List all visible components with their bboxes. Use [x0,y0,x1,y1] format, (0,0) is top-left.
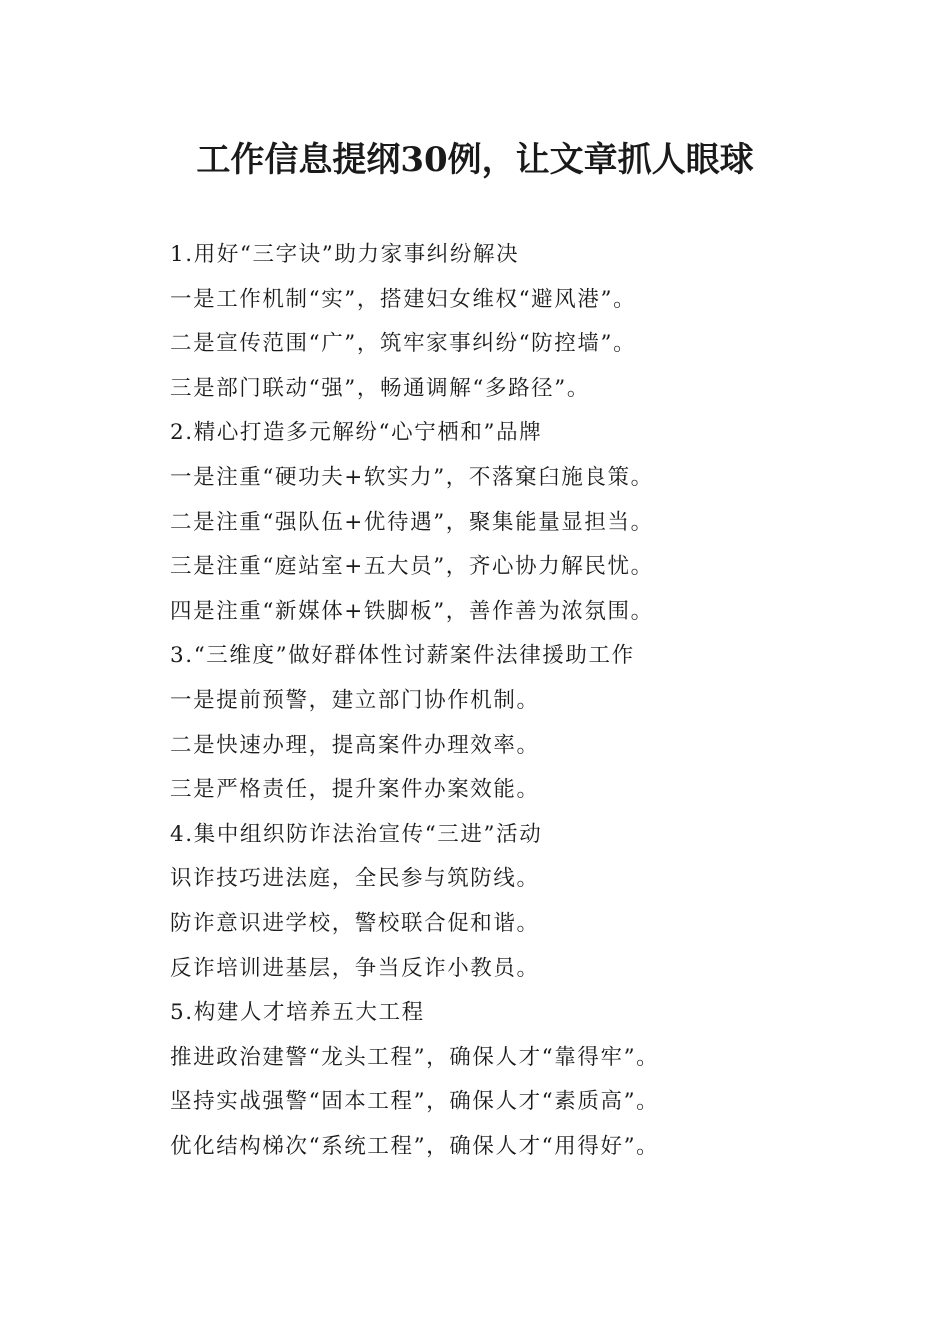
text-line: 三是严格责任，提升案件办案效能。 [170,777,540,803]
text-line: 优化结构梯次“系统工程”，确保人才“用得好”。 [170,1133,660,1159]
section-heading-1: 1.用好“三字诀”助力家事纠纷解决 [170,242,520,267]
text-line: 一是工作机制“实”，搭建妇女维权“避风港”。 [170,286,637,312]
text-line: 二是快速办理，提高案件办理效率。 [170,732,540,758]
document-body [170,233,810,1169]
section-heading-3: 3.“三维度”做好群体性讨薪案件法律援助工作 [170,643,635,669]
text-line: 防诈意识进学校，警校联合促和谐。 [170,910,540,936]
text-line: 三是部门联动“强”，畅通调解“多路径”。 [170,375,590,401]
text-line: 反诈培训进基层，争当反诈小教员。 [170,955,540,981]
text-line: 一是注重“硬功夫+软实力”，不落窠臼施良策。 [170,464,654,490]
text-line: 坚持实战强警“固本工程”，确保人才“素质高”。 [170,1089,660,1115]
document-title: 工作信息提纲30例，让文章抓人眼球 [196,140,754,180]
text-line: 二是注重“强队伍+优待遇”，聚集能量显担当。 [170,509,654,535]
text-line: 一是提前预警，建立部门协作机制。 [170,687,540,713]
text-line: 三是注重“庭站室+五大员”，齐心协力解民忧。 [170,554,654,580]
section-heading-5: 5.构建人才培养五大工程 [170,1000,425,1026]
text-line: 四是注重“新媒体+铁脚板”，善作善为浓氛围。 [170,598,654,624]
text-line: 二是宣传范围“广”，筑牢家事纠纷“防控墙”。 [170,331,637,357]
section-heading-4: 4.集中组织防诈法治宣传“三进”活动 [170,821,543,847]
section-heading-2: 2.精心打造多元解纷“心宁栖和”品牌 [170,420,543,446]
text-line: 推进政治建警“龙头工程”，确保人才“靠得牢”。 [170,1044,660,1070]
text-line: 识诈技巧进法庭，全民参与筑防线。 [170,866,540,892]
